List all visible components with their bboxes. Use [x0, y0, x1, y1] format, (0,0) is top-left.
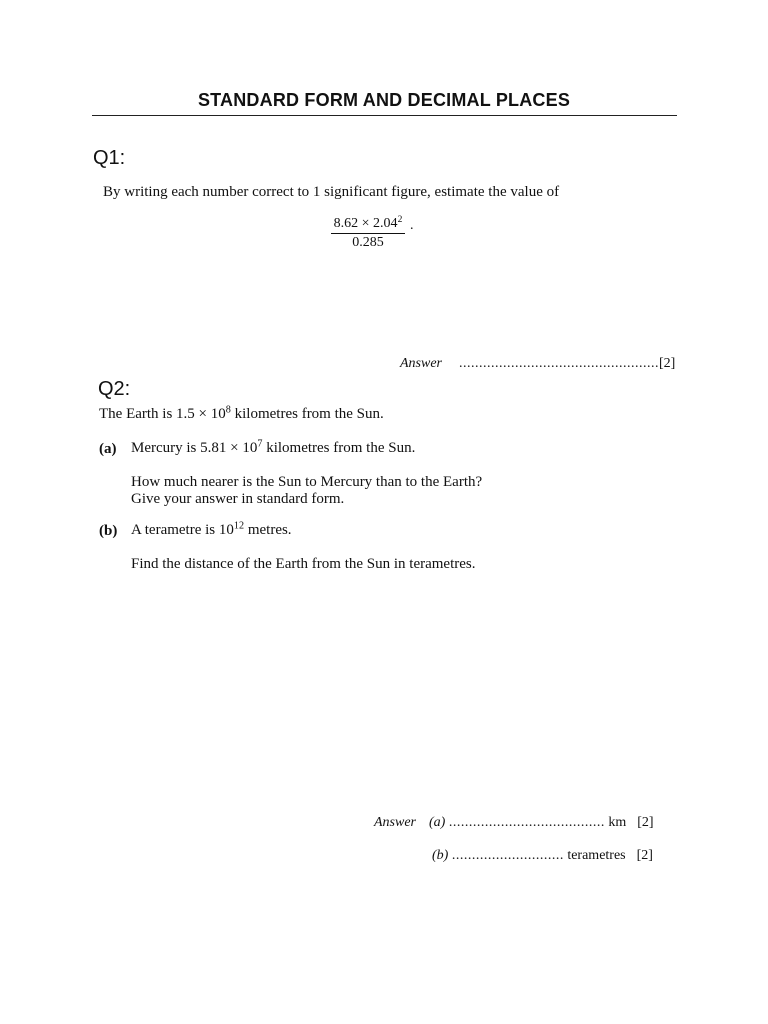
q2a-label: (a): [99, 441, 117, 457]
q2a-line3: Give your answer in standard form.: [131, 491, 345, 507]
q2a-line1: Mercury is $5.81 \times 10^7$ kilometres from the Sun.: [131, 438, 416, 456]
q1-answer-marks: [2]: [659, 356, 676, 371]
page-title: STANDARD FORM AND DECIMAL PLACES: [197, 90, 571, 110]
q1-fraction-denominator: 0.285: [352, 235, 384, 250]
q1-fraction-numerator: $8.62 \times 2.04^2$: [331, 216, 406, 234]
q1-heading: Q1:: [93, 147, 126, 169]
q2-answer-b-unit: terametres: [567, 848, 626, 863]
q2-answer-label: Answer: [374, 815, 416, 830]
q2b-label: (b): [99, 523, 118, 539]
q2-answer-a-blank: .......................................: [448, 815, 605, 830]
q2b-line2: Find the distance of the Earth from the Sun in terametres.: [131, 556, 476, 572]
q2-answer-a-marks: [2]: [637, 815, 654, 830]
q1-answer-blank: ..................................................: [459, 356, 659, 371]
q2-answer-b-blank: ............................: [451, 848, 564, 863]
q2-answer-a-line: [374, 815, 654, 831]
q2-answer-a-label: (a): [429, 815, 446, 830]
q2-intro: The Earth is $1.5 \times 10^8$ kilometres from the Sun.: [99, 404, 384, 422]
q2b-line1: A terametre is $10^{12}$ metres.: [131, 520, 292, 538]
q1-fraction: [326, 214, 414, 251]
q1-answer-label: Answer: [400, 356, 442, 371]
q1-text: By writing each number correct to 1 significant figure, estimate the value of: [103, 184, 560, 200]
q2-answer-b-marks: [2]: [636, 848, 653, 863]
q2-answer-b-line: [432, 848, 653, 864]
q2a-line2: How much nearer is the Sun to Mercury than to the Earth?: [131, 474, 483, 490]
q1-answer-line: [400, 356, 675, 372]
q2-answer-b-label: (b): [432, 848, 449, 863]
title-underline: [92, 115, 677, 116]
q2-heading: Q2:: [98, 378, 131, 400]
q1-fraction-period: .: [410, 218, 414, 233]
q2-answer-a-unit: km: [608, 815, 627, 830]
